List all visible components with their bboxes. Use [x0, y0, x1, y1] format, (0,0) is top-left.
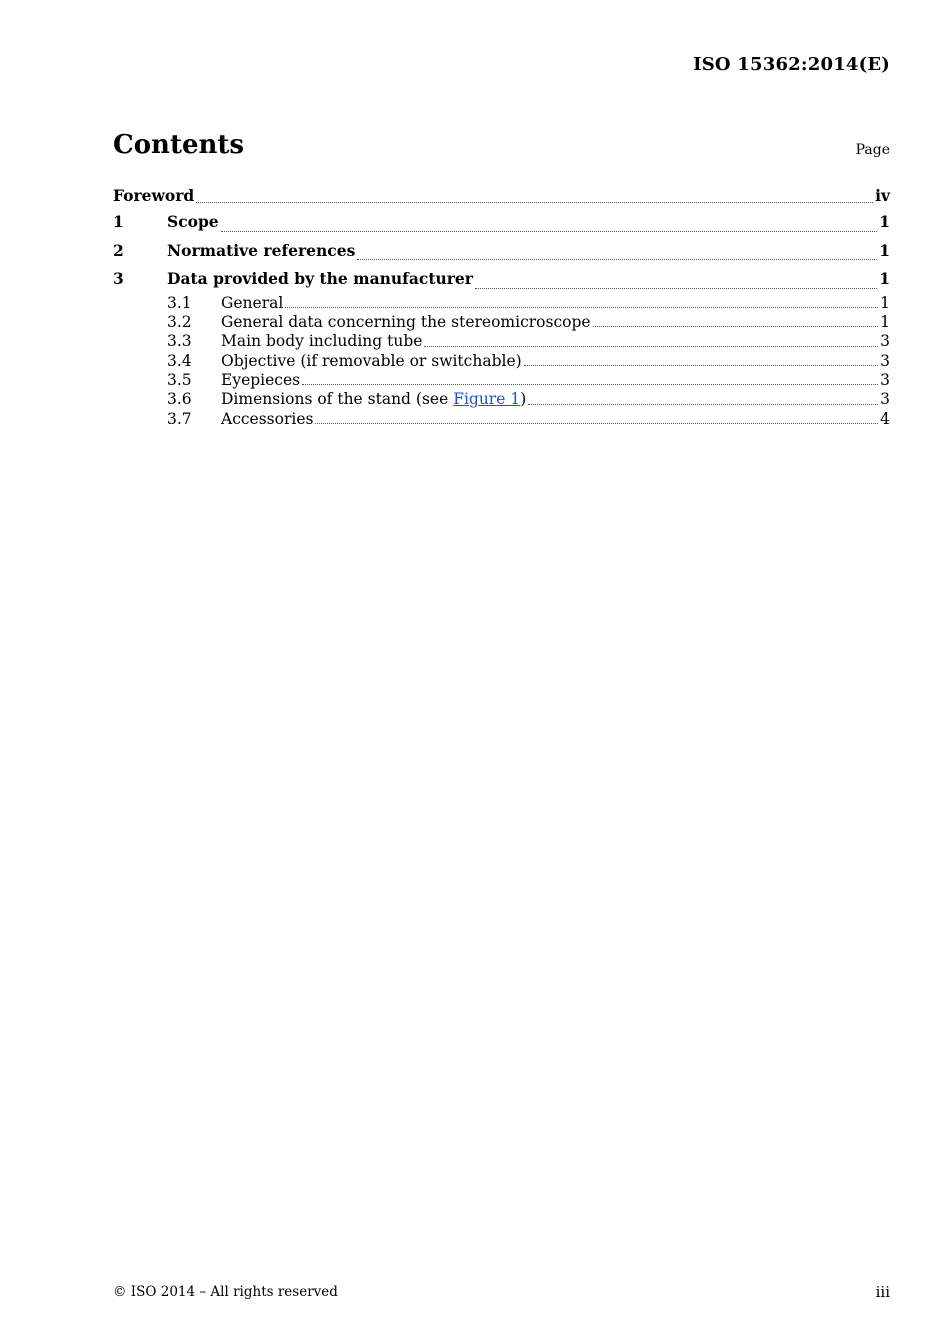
toc-entry-number: 3.1: [167, 293, 192, 312]
title-text-after: ): [520, 390, 527, 409]
footer-copyright: © ISO 2014 – All rights reserved: [113, 1284, 338, 1300]
dot-leader: [221, 230, 878, 232]
toc-subentry-general[interactable]: [113, 294, 890, 313]
toc-entry-title: Objective (if removable or switchable): [221, 351, 522, 370]
table-of-contents: [113, 184, 890, 429]
toc-entry-title: Main body including tube: [221, 332, 423, 351]
toc-entry-page: 4: [880, 409, 890, 428]
toc-entry-page: 1: [880, 293, 890, 312]
toc-entry-title: Foreword: [113, 186, 195, 205]
toc-entry-page: 3: [880, 332, 890, 351]
title-text-before: Dimensions of the stand (see: [221, 390, 454, 409]
toc-entry-scope[interactable]: [113, 208, 890, 237]
toc-subentry-dimensions-stand[interactable]: [113, 390, 890, 409]
toc-entry-page: 3: [880, 390, 890, 409]
figure-link[interactable]: Figure 1: [453, 390, 521, 409]
toc-entry-number: 1: [113, 212, 124, 231]
toc-entry-page: 1: [879, 240, 890, 260]
toc-subentry-main-body[interactable]: [113, 332, 890, 351]
toc-entry-number: 3: [113, 269, 124, 288]
dot-leader: [528, 403, 878, 405]
toc-entry-title: General data concerning the stereomicroscope: [221, 312, 591, 331]
toc-entry-title: Accessories: [221, 409, 314, 428]
toc-entry-page: 1: [879, 269, 890, 288]
toc-entry-title: Scope: [167, 212, 219, 231]
dot-leader: [315, 422, 878, 424]
toc-entry-title: Data provided by the manufacturer: [167, 269, 473, 288]
toc-entry-normative-references[interactable]: [113, 237, 890, 266]
page-column-label: Page: [855, 142, 890, 158]
toc-subentry-general-data[interactable]: [113, 313, 890, 332]
toc-entry-foreword[interactable]: [113, 184, 890, 208]
toc-entry-page: 3: [880, 351, 890, 370]
toc-entry-number: 3.3: [167, 332, 192, 351]
toc-entry-page: iv: [875, 186, 890, 205]
standard-id: ISO 15362:2014(E): [693, 54, 890, 75]
dot-leader: [196, 201, 873, 203]
toc-entry-page: 1: [879, 212, 890, 231]
dot-leader: [302, 383, 878, 385]
footer-page-number: iii: [875, 1283, 890, 1301]
toc-entry-number: 3.6: [167, 390, 192, 409]
dot-leader: [593, 325, 879, 327]
toc-entry-title: Normative references: [167, 240, 356, 260]
toc-entry-title: [221, 390, 526, 409]
toc-entry-number: 2: [113, 240, 124, 260]
dot-leader: [475, 287, 877, 289]
toc-entry-number: 3.4: [167, 351, 192, 370]
dot-leader: [424, 345, 878, 347]
toc-entry-page: 3: [880, 371, 890, 390]
toc-entry-number: 3.2: [167, 312, 192, 331]
toc-entry-data-provided[interactable]: [113, 265, 890, 294]
dot-leader: [285, 306, 878, 308]
toc-entry-number: 3.5: [167, 371, 192, 390]
toc-subentry-accessories[interactable]: [113, 410, 890, 429]
toc-heading: Contents: [113, 130, 245, 160]
toc-entry-number: 3.7: [167, 409, 192, 428]
toc-subentry-eyepieces[interactable]: [113, 371, 890, 390]
toc-subentry-objective[interactable]: [113, 352, 890, 371]
dot-leader: [524, 364, 878, 366]
toc-entry-title: General: [221, 293, 284, 312]
toc-entry-title: Eyepieces: [221, 371, 301, 390]
dot-leader: [357, 258, 877, 260]
toc-entry-page: 1: [880, 312, 890, 331]
